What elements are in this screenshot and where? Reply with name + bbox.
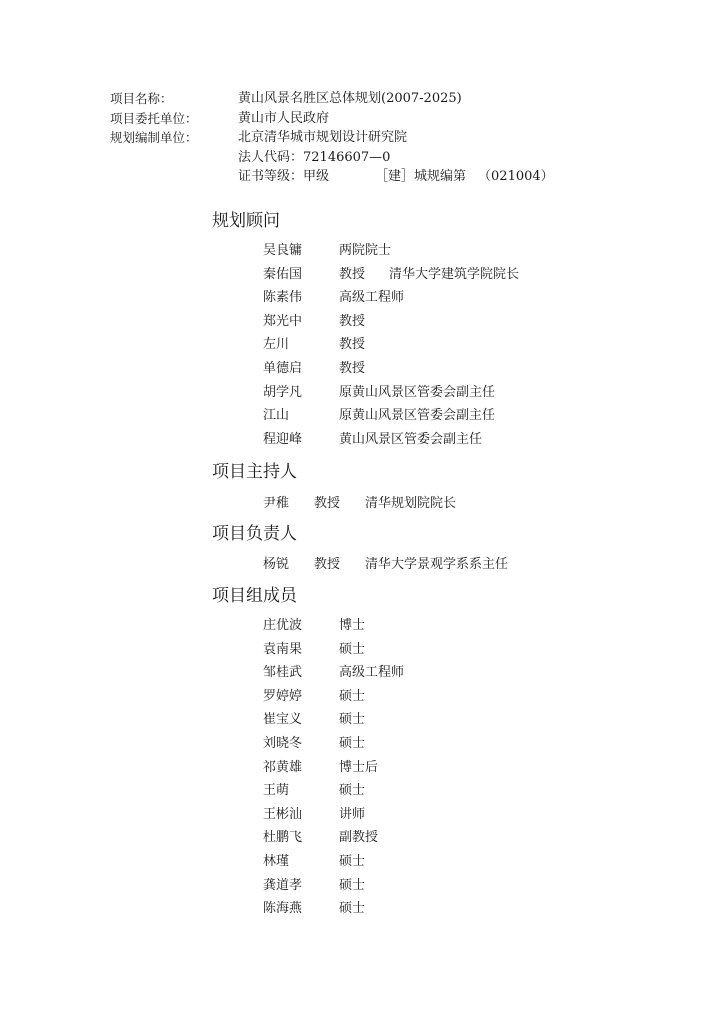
list-item: [263, 638, 663, 662]
member-name: 罗婷婷: [263, 688, 303, 704]
member-title: 硕士: [339, 712, 366, 728]
info-value: 北京清华城市规划设计研究院: [238, 130, 408, 145]
list-item: [263, 850, 663, 874]
info-label: 规划编制单位：: [110, 130, 198, 145]
info-row-legal-code: [110, 148, 690, 168]
host-entry: [263, 492, 456, 515]
member-title: 副教授: [339, 830, 379, 846]
list-item: [263, 333, 663, 357]
member-title: 高级工程师: [339, 290, 405, 306]
host-title: 项目主持人: [212, 462, 297, 482]
member-name: 江山: [263, 408, 290, 424]
certificate-line: [238, 167, 690, 187]
certificate-number: （021004）: [478, 169, 554, 184]
member-title: 黄山风景区管委会副主任: [339, 431, 483, 447]
member-name: 林瑾: [263, 853, 290, 869]
info-label-empty: [110, 167, 238, 187]
list-item: [263, 310, 663, 334]
list-item: [263, 263, 663, 287]
member-title: 两院院士: [339, 243, 392, 258]
info-row-certificate: [110, 167, 690, 187]
team-list: [263, 614, 663, 921]
member-name: 郑光中: [263, 313, 303, 329]
info-value: 黄山市人民政府: [238, 110, 330, 126]
member-name: 刘晓冬: [263, 735, 303, 751]
info-row-client: [110, 109, 690, 129]
info-label: 项目委托单位：: [110, 110, 198, 126]
list-item: [263, 381, 663, 405]
member-title: 硕士: [339, 901, 366, 917]
list-item: [263, 661, 663, 685]
member-title: 硕士: [339, 641, 366, 657]
project-info: [110, 89, 690, 187]
member-title: 教授: [314, 557, 341, 572]
member-title: 高级工程师: [339, 665, 405, 681]
list-item: [263, 685, 663, 709]
member-name: 王彬汕: [263, 806, 303, 822]
certificate-grade: 证书等级：甲级: [238, 169, 330, 184]
member-name: 袁南果: [263, 641, 303, 657]
member-name: 左川: [263, 337, 290, 353]
list-item: [263, 614, 663, 638]
member-title: 硕士: [339, 877, 366, 893]
member-name: 崔宝义: [263, 712, 303, 728]
advisors-title: 规划顾问: [212, 211, 280, 231]
member-name: 龚道孝: [263, 877, 303, 893]
member-name: 胡学凡: [263, 384, 303, 400]
info-row-project-name: [110, 89, 690, 109]
list-item: [263, 803, 663, 827]
member-name: 杨锐: [263, 557, 290, 572]
list-item: [263, 286, 663, 310]
list-item: [263, 239, 663, 263]
certificate-number-label: ［建］城规编第: [375, 169, 467, 184]
member-title: 硕士: [339, 735, 366, 751]
member-name: 尹稚: [263, 496, 290, 511]
member-title: 硕士: [339, 688, 366, 704]
list-item: [263, 897, 663, 921]
member-name: 邹桂武: [263, 665, 303, 681]
member-name: 单德启: [263, 360, 303, 376]
list-item: [263, 874, 663, 898]
member-position: 清华规划院院长: [365, 496, 457, 511]
advisors-list: [263, 239, 663, 451]
member-name: 杜鹏飞: [263, 830, 303, 846]
list-item: [263, 357, 663, 381]
member-name: 王萌: [263, 783, 290, 799]
member-name: 庄优波: [263, 618, 303, 633]
member-name: 秦佑国: [263, 266, 303, 282]
list-item: [263, 756, 663, 780]
member-title: 教授: [339, 313, 366, 329]
info-value: 法人代码：72146607—0: [238, 149, 391, 165]
list-item: [263, 708, 663, 732]
team-title: 项目组成员: [212, 586, 297, 606]
member-title: 博士: [339, 618, 366, 633]
list-item: [263, 779, 663, 803]
list-item: [263, 732, 663, 756]
member-name: 陈海燕: [263, 901, 303, 917]
member-title: 硕士: [339, 853, 366, 869]
member-name: 程迎峰: [263, 431, 303, 447]
member-title: 讲师: [339, 806, 366, 822]
list-item: [263, 826, 663, 850]
member-name: 祁黄雄: [263, 759, 303, 775]
info-label: [110, 148, 238, 168]
member-position: 清华大学景观学系系主任: [365, 557, 509, 572]
info-row-organization: [110, 128, 690, 148]
member-title: 硕士: [339, 783, 366, 799]
member-name: 陈素伟: [263, 290, 303, 306]
list-item: [263, 404, 663, 428]
member-title: 教授: [339, 266, 366, 282]
member-title: 教授: [339, 337, 366, 353]
member-title: 教授: [339, 360, 366, 376]
member-title: 博士后: [339, 759, 379, 775]
member-name: 吴良镛: [263, 243, 303, 258]
list-item: [263, 428, 663, 452]
info-label: 项目名称：: [110, 91, 173, 106]
member-position: 清华大学建筑学院院长: [389, 266, 520, 282]
lead-entry: [263, 553, 508, 576]
member-title: 原黄山风景区管委会副主任: [339, 408, 496, 424]
lead-title: 项目负责人: [212, 524, 297, 544]
member-title: 教授: [314, 496, 341, 511]
member-title: 原黄山风景区管委会副主任: [339, 384, 496, 400]
info-value: 黄山风景名胜区总体规划(2007-2025): [238, 91, 462, 106]
